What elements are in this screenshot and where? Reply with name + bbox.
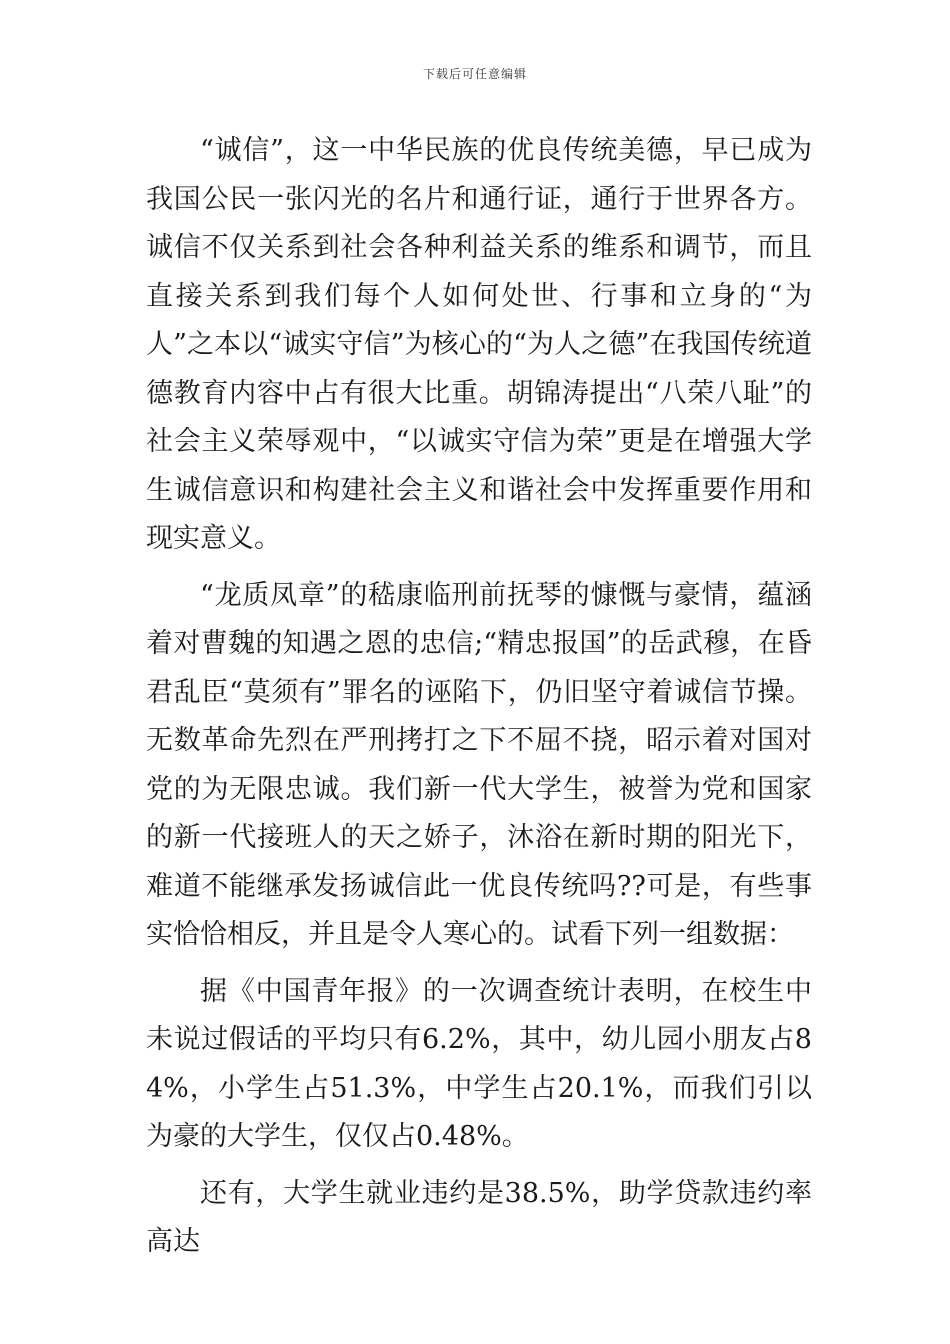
paragraph-survey-statistics: 据《中国青年报》的一次调查统计表明，在校生中未说过假话的平均只有6.2%，其中，幼儿园小朋友占84%，小学生占51.3%，中学生占20.1%，而我们引以为豪的大学生，仅仅占0.48%。 [146,975,812,1152]
paragraph-integrity-tradition: “诚信”，这一中华民族的优良传统美德，早已成为我国公民一张闪光的名片和通行证，通行于世界各方。诚信不仅关系到社会各种利益关系的维系和调节，而且直接关系到我们每个人如何处世、行事和立身的“为人”之本以“诚实守信”为核心的“为人之德”在我国传统道德教育内容中占有很大比重。胡锦涛提出“八荣八耻”的社会主义荣辱观中，“以诚实守信为荣”更是在增强大学生诚信意识和构建社会主义和谐社会中发挥重要作用和现实意义。 [146,135,812,554]
paragraph-historical-examples: “龙质凤章”的嵇康临刑前抚琴的慷慨与豪情，蕴涵着对曹魏的知遇之恩的忠信;“精忠报国”的岳武穆，在昏君乱臣“莫须有”罪名的诬陷下，仍旧坚守着诚信节操。无数革命先烈在严刑拷打之下不屈不挠，昭示着对国对党的为无限忠诚。我们新一代大学生，被誉为党和国家的新一代接班人的天之娇子，沐浴在新时期的阳光下，难道不能继承发扬诚信此一优良传统吗??可是，有些事实恰恰相反，并且是令人寒心的。试看下列一组数据： [146,579,812,950]
header-note: 下载后可任意编辑 [422,67,527,81]
document-body [146,127,812,1267]
paragraph-default-rates: 还有，大学生就业违约是38.5%，助学贷款违约率高达 [146,1177,812,1257]
